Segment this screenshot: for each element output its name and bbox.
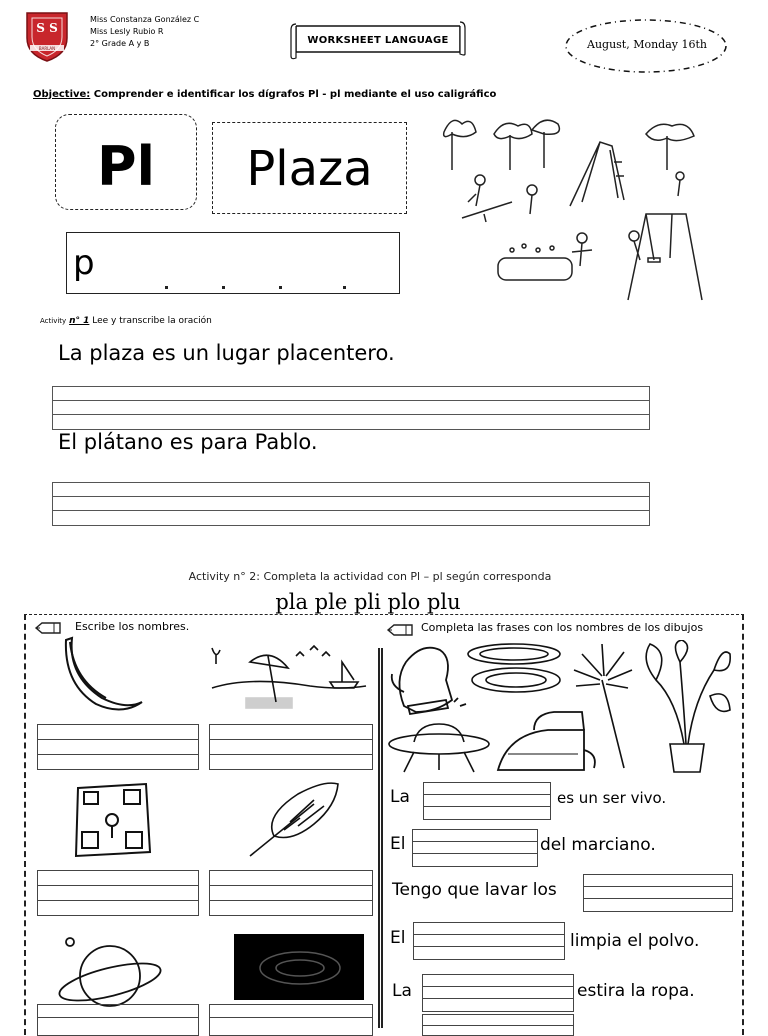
logo-small-text: BARLAN	[38, 46, 56, 51]
answer-lines-banana[interactable]	[37, 724, 199, 770]
objective-line	[33, 89, 496, 100]
blank-1[interactable]	[423, 782, 551, 820]
blank-6[interactable]	[422, 1014, 574, 1036]
sentence-1: La plaza es un lugar placentero.	[58, 341, 395, 365]
teacher-names	[90, 14, 260, 50]
trace-dot	[165, 286, 168, 289]
syllables: pla ple pli plo plu	[275, 590, 461, 614]
phrase-4-after: limpia el polvo.	[570, 931, 700, 951]
phrase-1-after: es un ser vivo.	[557, 789, 667, 807]
blank-2[interactable]	[412, 829, 538, 867]
activity2-title: Activity n° 2: Completa la actividad con Pl – pl según corresponda	[188, 570, 552, 583]
school-logo	[24, 10, 70, 62]
phrase-1-before: La	[390, 787, 410, 807]
objective-label: Objective:	[33, 89, 91, 100]
word-box	[212, 122, 407, 214]
date-text: August, Monday 16th	[587, 38, 707, 51]
phrase-2-before: El	[390, 834, 406, 854]
iron-image	[494, 708, 602, 776]
banner-title: WORKSHEET LANGUAGE	[307, 35, 449, 46]
date-oval	[564, 18, 728, 74]
ufo-image	[384, 718, 494, 780]
objective-text: Comprender e identificar los dígrafos Pl - pl mediante el uso caligráfico	[93, 89, 497, 100]
activity1-instruction: Lee y transcribe la oración	[92, 316, 212, 326]
phrase-4-before: El	[390, 928, 406, 948]
writing-lines-1[interactable]	[52, 386, 650, 430]
beach-image	[210, 642, 370, 716]
banana-image	[56, 636, 146, 712]
phrase-5-before: La	[392, 981, 412, 1001]
park-illustration	[432, 110, 716, 304]
activity1-number: n° 1	[69, 316, 90, 326]
blank-5[interactable]	[422, 974, 574, 1012]
phrase-2-after: del marciano.	[540, 835, 656, 855]
trace-dot	[279, 286, 282, 289]
left-instruction: Escribe los nombres.	[75, 620, 190, 633]
activity1-prefix: Activity	[40, 317, 67, 325]
answer-lines-planet[interactable]	[37, 1004, 199, 1036]
plaza-image	[72, 782, 152, 858]
answer-lines-plaza[interactable]	[37, 870, 199, 916]
trace-dot	[343, 286, 346, 289]
logo-letters: S S	[36, 21, 58, 35]
phrase-5-after: estira la ropa.	[577, 981, 695, 1001]
writing-lines-2[interactable]	[52, 482, 650, 526]
trace-dot	[222, 286, 225, 289]
activity1-label	[40, 316, 212, 326]
digraph-text: Pl	[96, 135, 156, 198]
teacher-2: Miss Lesly Rubio R	[90, 27, 164, 36]
trace-start: p	[73, 243, 95, 283]
grade-label: 2° Grade A y B	[90, 39, 150, 48]
answer-lines-beach[interactable]	[209, 724, 373, 770]
sentence-2: El plátano es para Pablo.	[58, 430, 318, 454]
blank-4[interactable]	[413, 922, 565, 960]
worksheet-banner	[290, 18, 466, 60]
answer-lines-feather[interactable]	[209, 870, 373, 916]
blank-3[interactable]	[583, 874, 733, 912]
phrase-3-before: Tengo que lavar los	[392, 880, 557, 900]
right-instruction: Completa las frases con los nombres de los dibujos	[421, 621, 704, 634]
digraph-box	[55, 114, 197, 210]
teacher-1: Miss Constanza González C	[90, 15, 200, 24]
trace-box	[66, 232, 400, 294]
plate-image	[234, 934, 364, 1000]
plant-image	[640, 640, 732, 774]
plates-image	[464, 640, 568, 696]
column-divider	[378, 648, 383, 1028]
word-text: Plaza	[246, 141, 373, 197]
feather-image	[244, 780, 344, 860]
glove-image	[386, 640, 470, 718]
answer-lines-plate[interactable]	[209, 1004, 373, 1036]
pencil-icon	[386, 622, 416, 641]
